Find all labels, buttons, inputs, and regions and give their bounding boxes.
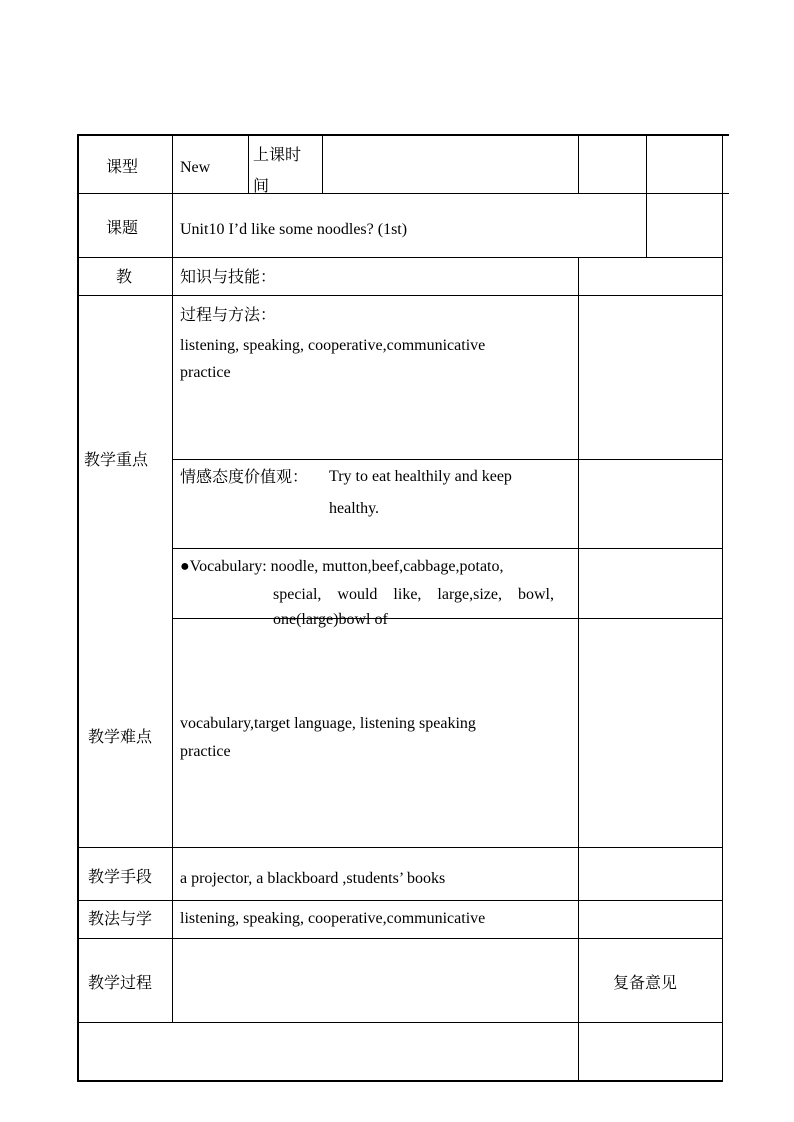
difficulties-line1: vocabulary,target language, listening speaking bbox=[180, 715, 476, 732]
knowledge-skills-label: 知识与技能： bbox=[180, 267, 277, 286]
emotion-attitude-line1: Try to eat healthily and keep bbox=[329, 468, 512, 485]
vocabulary-line2: special, would like, large,size, bowl, bbox=[273, 586, 554, 603]
class-time-label-line2: 间 bbox=[253, 176, 270, 195]
key-points-label: 教学重点 bbox=[84, 450, 149, 469]
vocabulary-line1: ●Vocabulary: noodle, mutton,beef,cabbage,potato, bbox=[180, 558, 504, 575]
vocabulary-line3: one(large)bowl of bbox=[273, 611, 388, 628]
lesson-type-label: 课型 bbox=[106, 157, 139, 176]
class-time-label-clip bbox=[249, 165, 321, 195]
difficulties-label: 教学难点 bbox=[88, 727, 153, 746]
class-time-label-line1: 上课时 bbox=[253, 145, 302, 164]
process-method-line1: listening, speaking, cooperative,communicative bbox=[180, 337, 486, 354]
emotion-attitude-line2: healthy. bbox=[329, 500, 380, 517]
process-method-label: 过程与方法： bbox=[180, 305, 277, 324]
review-notes-label: 复备意见 bbox=[613, 973, 678, 992]
process-method-line2: practice bbox=[180, 364, 231, 381]
vocabulary-cell bbox=[173, 549, 577, 628]
teaching-means-value: a projector, a blackboard ,students’ books bbox=[180, 870, 446, 887]
teach-label: 教 bbox=[116, 267, 133, 286]
topic-value: Unit10 I’d like some noodles? (1st) bbox=[180, 221, 408, 238]
lesson-type-value: New bbox=[180, 159, 211, 176]
topic-label: 课题 bbox=[106, 218, 139, 237]
emotion-attitude-label: 情感态度价值观： bbox=[180, 467, 309, 486]
teaching-methods-label: 教法与学 bbox=[88, 909, 153, 928]
difficulties-line2: practice bbox=[180, 743, 231, 760]
teaching-means-label: 教学手段 bbox=[88, 867, 153, 886]
teaching-process-label: 教学过程 bbox=[88, 973, 153, 992]
teaching-methods-value: listening, speaking, cooperative,communicative bbox=[180, 910, 486, 927]
